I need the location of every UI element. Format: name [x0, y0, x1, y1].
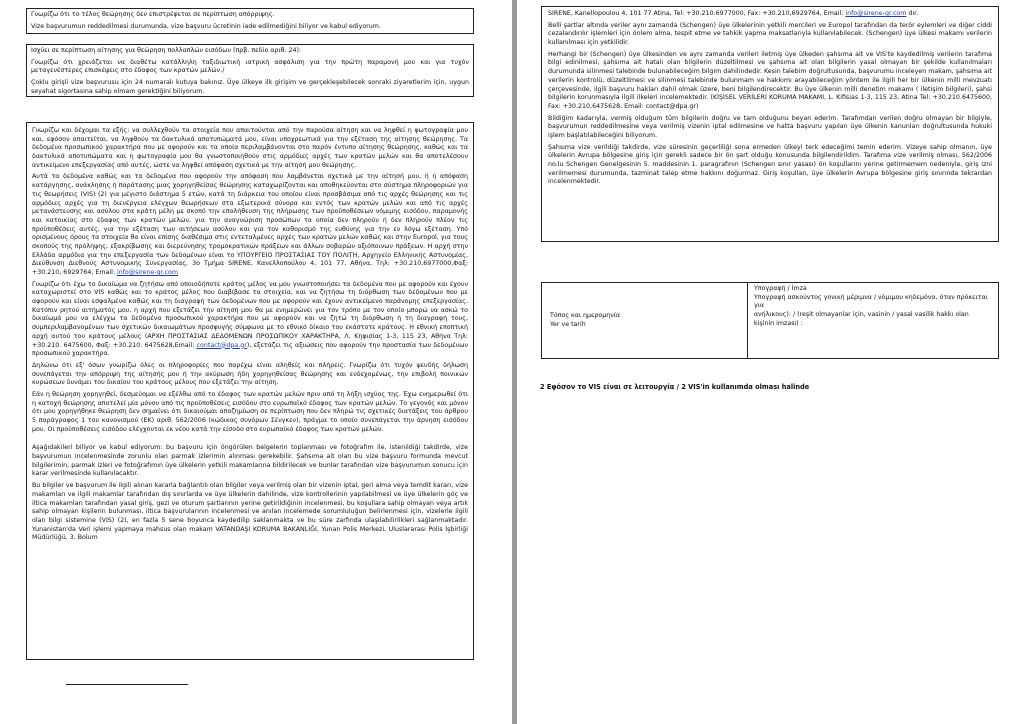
tr-paragraph-exit: Şahsıma vize verildiği takdirde, vize süresinin geçerliliği sona ermeden ülkeyi terk edeceğimi temin ederim. Vizeye sahip olmanın, üye ülkelerin Avrupa bölgesine giriş için gerekli sadece bir ön şart olduğu konusunda bilgilendirildim. Tarafıma vize verilmiş olması, 562/2006 no.lu Schengen Genelgesinin 5. maddesinin 1. paragrafının (Schengen sınır yasası) ön koşullarını yerine getirmemem nedeniyle, giriş izni verilmemesi durumunda, tazminat talep etme hakkını doğurmaz. Giriş koşulları, üye ülkelerin Avrupa bölgesine giriş sınırında tekrardan incelenmektedir. — [548, 143, 992, 186]
visa-fee-notice-greek: Γνωρίζω ότι το τέλος θεώρησης δεν επιστρέφεται σε περίπτωση απόρριψης. — [31, 11, 275, 18]
vis-footnote: 2 Εφόσον το VIS είναι σε λειτουργία / 2 VIS'in kullanımda olması halinde — [540, 383, 810, 391]
tr-paragraph-accuracy: Bildiğim kadarıyla, vermiş olduğum tüm bilgilerin doğru ve tam olduğunu beyan ederim. Tarafımdan verilen doğru olmayan bir bilgiyle, başvurumun reddedilmesine veya verilmiş vizenin iptal edilmesine ve hatta başvuru yapılan üye ülkenin kanunları doğrultusunda hukuki işlem başlatılabileceğini biliyorum. — [548, 114, 992, 139]
declaration-paragraph-1: Γνωρίζω και δέχομαι τα εξής: να συλλεχθούν τα στοιχεία που απαιτούνται από την παρούσα αίτηση και να ληφθεί η φωτογραφία μου και, εφόσον απαιτείται, να ληφθούν τα δακτυλικά αποτυπώματά μου, είναι υποχρεωτικά για την εξέταση της αίτησης θεώρησης. Τα δεδομένα προσωπικού χαρακτήρα που με αφορούν και τα οποία περιλαμβάνονται στο παρόν έντυπο αίτησης θεώρησης, καθώς και τα δακτυλικά αποτυπώματα και η φωτογραφία μου θα γνωστοποιηθούν στις αρμόδιες αρχές των κρατών μελών και θα αποτελέσουν αντικείμενο επεξεργασίας από αυτές, ώστε να ληφθεί απόφαση σχετικά με την αίτησή μου θεώρησης. — [32, 127, 468, 169]
guardian-signature-label-1: Υπογραφή ασκούντος γονική μέριμνα / νόμιμου κηδεμόνα, όταν πρόκειται για — [754, 293, 988, 310]
signature-cell[interactable] — [748, 283, 998, 358]
turkish-declaration-continued-box — [541, 6, 999, 242]
data-protection-declaration-box — [26, 122, 474, 660]
declaration-paragraph-2: Αυτά τα δεδομένα καθώς και τα δεδομένα που αφορούν την απόφαση που λαμβάνεται σχετικά με την αίτησή μου, ή η απόφαση κατάργησης, ανάκλησης ή παράτασης μιας χορηγηθείσας θεώρησης καταχωρίζονται και αποθηκεύονται στο σύστημα πληροφοριών για τις θεωρήσεις (VIS) (2) για μέγιστο διάστημα 5 ετών, κατά τη διάρκεια του οποίου είναι προσβάσιμα από τις αρχές θεώρησης και τις αρμόδιες αρχές για τη διενέργεια ελέγχων θεωρήσεων στα εξωτερικά σύνορα και εντός των κρατών μελών και από τις αρχές μετανάστευσης και ασύλου στα κράτη μέλη με σκοπό την επαλήθευση της πλήρωσης των προϋποθέσεων νόμιμης εισόδου, παραμονής και κατοικίας στο έδαφος των κρατών μελών, για την αναγνώριση προσώπων τα οποία δεν πληρούν ή δεν πληρούν πλέον τις προϋποθέσεις αυτές, για την εξέταση των αιτήσεων ασύλου και για τον καθορισμό της ευθύνης για την εν λόγω εξέταση. Υπό ορισμένους όρους τα στοιχεία θα είναι επίσης διαθέσιμα στις εντεταλμένες αρχές των κρατών μελών καθώς και στην Europol, για τους σκοπούς της πρόληψης, εξακρίβωσης και διερεύνησης τρομοκρατικών πράξεων και άλλων σοβαρών αξιόποινων πράξεων. Η αρχή στην Ελλάδα αρμόδια για την επεξεργασία των δεδομένων είναι το ΥΠΟΥΡΓΕΙΟ ΠΡΟΣΤΑΣΙΑΣ ΤΟΥ ΠΟΛΙΤΗ, Αρχηγείο Ελληνικής Αστυνομίας, Διεύθυνση Διεθνούς Αστυνομικής Συνεργασίας, 3ο Τμήμα SIRENE, Κανελλοπούλου 4, 101 77, Αθήνα, Τηλ: +30.210,6977000,Φαξ: +30.210, 6929764, Email: info@sirene-gr.com — [32, 173, 468, 276]
declaration-paragraph-4: Δηλώνω ότι εξ' όσων γνωρίζω όλες οι πληροφορίες που παρέχω είναι αληθείς και πλήρεις. Γνωρίζω ότι τυχόν ψευδής δήλωση συνεπάγεται την απόρριψη της αίτησής μου ή την ακύρωση ήδη χορηγηθείσας θεώρησης και ενδεχομένως, την επιβολή ποινικών κυρώσεων δυνάμει του δικαίου του κράτους μέλους που εξετάζει την αίτηση. — [32, 361, 468, 387]
declaration-paragraph-6: Aşağıdakileri biliyor ve kabul ediyorum: bu başvuru için öngörülen belgelerin toplanması ve fotoğrafım ile, istenildiği takdirde, vize başvurumun incelenmesinde zorunlu olan parmak izlerimin alınması gerekebilir. Şahsıma ait olan bu vize başvuru formunda mevcut bilgilerimin, parmak izleri ve fotoğrafımın üye ülkelerin yetkili makamlarına bildirilecek ve bunlar tarafından vize başvurumun sonucu için karar verilmesinde kullanılacaktır. — [32, 444, 468, 478]
visa-fee-notice-box — [26, 8, 474, 34]
place-date-label-turkish: Yer ve tarih — [550, 320, 586, 328]
tr-paragraph-europol: Belli şartlar altında veriler aynı zamanda (Schengen) üye ülkelerinin yetkili mercileri ve Europol tarafından da terör eylemleri ve diğer ciddi cezalandırılır işlemleri için önlem alma, tespit etme ve tahkik yapma maksatlarıyla kullanılabilecek. (Schengen) üye ülkesi makamı verilerin kullanılması için yetkilidir. — [548, 21, 992, 47]
guardian-signature-label-2: ανήλικους): / (reşit olmayanlar için, vasinin / yasal vasilik hakkı olan — [754, 311, 969, 319]
guardian-signature-label-3: kişinin imzası) : — [754, 319, 803, 327]
declaration-paragraph-7: Bu bilgiler ve başvurum ile ilgili alınan kararla bağlantılı olan bilgiler veya verilmiş olan bir vizenin iptal, geri alma veya temdit kararı, vize makamları ve ilgili makamlar tarafından dış sınırlarda ve üye ülkelerin dahilinde, vize kontrollerinin yapılabilmesi ve üye ülkelerin göç ve iltica makamları tarafından yasal giriş, gezi ve oturum şartlarının yerine getirildiğinin incelenmesi, bu koşullara sahip olmayan veya artık sahip olmayan kişilerin bulunması, iltica başvurularının incelenmesi ve anılan incelemede sorumluluğun belirlenmesi için, vizelerle ilgili olan bilgi sistemine (VIS) (2), en fazla 5 sene boyunca kaydedilip saklanmakta ve bu süre zarfında ulaşılabilirlikleri sağlanmaktadır. Yunanistan'da Veri işlemi yapmaya mahsus olan makam VATANDAŞI KORUMA BAKANLIĞI, Yunan Polis Merkezi, Uluslararası Polis İşbirliği Müdürlüğü, 3. Bolum — [32, 482, 468, 542]
footnote-separator-line — [66, 684, 188, 685]
sirene-email-link-tr[interactable]: info@sirene-gr.com — [845, 10, 907, 17]
insurance-notice-greek: Γνωρίζω ότι χρειάζεται να διαθέτω κατάλληλη ταξιδιωτική ιατρική ασφάλιση για την πρώτη παραμονή μου και για τυχόν μεταγενέστερες επισκέψεις στο έδαφος των κρατών μελών./ — [31, 58, 469, 75]
place-date-cell[interactable] — [542, 283, 748, 358]
declaration-paragraph-3: Γνωρίζω ότι έχω το δικαίωμα να ζητήσω από οποιοδήποτε κράτος μέλος να μου γνωστοποιήσει τα δεδομένα που με αφορούν και έχουν καταχωριστεί στο VIS καθώς και το κράτος μέλος που διαβίβασε τα στοιχεία, και να ζητήσω τη διόρθωση των δεδομένων που με αφορούν και είναι εσφαλμένα καθώς και τη διαγραφή των δεδομένων που με αφορούν και έχουν αντικείμενο παράνομης επεξεργασίας. Κατόπιν ρητού αιτήματός μου, η αρχή που εξετάζει την αίτησή μου θα με ενημερώνει για τον τρόπο με τον οποίο μπορώ να ασκώ το δικαίωμά μου να ελέγχω τα δεδομένα προσωπικού χαρακτήρα που με αφορούν και να ζητώ τη διόρθωση ή τη διαγραφή τους, συμπεριλαμβανομένων των σχετικών δικαιωμάτων προσφυγής σύμφωνα με το εθνικό δίκαιο του εκάστοτε κράτους. Η εθνική εποπτική αρχή αυτού του κράτους μέλους (ΑΡΧΗ ΠΡΟΣΤΑΣΙΑΣ ΔΕΔΟΜΕΝΩΝ ΠΡΟΣΩΠΙΚΟΥ ΧΑΡΑΚΤΗΡΑ, Λ. Κηφισίας 1-3, 115 23, Αθήνα Τηλ: +30.210. 6475600, Φαξ: +30.210. 6475628,Email: contact@dpa.gr), εξετάζει τις αξιώσεις που αφορούν την προστασία των δεδομένων προσωπικού χαρακτήρα. — [32, 280, 468, 358]
sirene-address-line: SIRENE, Kanellopoulou 4, 101 77 Atina, Tel: +30.210.6977000, Fax: +30.210,6929764, Email: info@sirene-gr.com dır. — [548, 10, 919, 17]
sirene-email-link[interactable]: info@sirene-gr.com — [116, 269, 179, 276]
dpa-email-link[interactable]: contact@dpa.gr — [196, 341, 247, 349]
document-page-right — [517, 0, 1024, 724]
tr-paragraph-rights: Herhangi bir (Schengen) üye ülkesinden ve aynı zamanda verileri iletmiş üye ülkeden şahsıma ait ve VIS'te kaydedilmiş verilerin tarafıma bilgi edinilmesi, şahsıma ait hatalı olan bilgilerin düzeltilmesi ve şahsıma ait olan bilgilerin yasal olmayan bir şekilde kullanılmaları durumunda silinmesi talebinde bulunabileceğim bilgim dahilindedir. Kesin talebim doğrultusunda, başvurumu inceleyen makam, şahsıma ait verilerin kontrolü, düzeltilmesi ve silinmesi talebinde bulunmam ve hakkımı arayabileceğim yöntem ile ilgili her bir ülkenin milli mevzuatı çerçevesinde, ilgili başvuru hakları dahil olmak üzere, beni bilgilendirecektir. Bu üye ülkenin milli denetim makamı ( iletişim bilgileri), şahsi bilgilerin korunmasıyla ilgili ilkeleri incelemektedir. (KİŞİSEL VERİLERİ KORUMA MAKAMI, L. Kifisias 1-3, 115 23, Atina Tel: +30.210.6475600, Fax: +30.210,6475628, Email: contact@dpa.gr) — [548, 50, 992, 110]
multiple-entry-heading: Ισχύει σε περίπτωση αίτησης για θεώρηση πολλαπλών εισόδων (πρβ. πεδίο αριθ. 24): — [31, 47, 302, 54]
multiple-entry-insurance-box — [26, 44, 474, 97]
signature-table — [541, 282, 999, 359]
declaration-paragraph-5: Εάν η θεώρηση χορηγηθεί, δεσμεύομαι να εξέλθω από το έδαφος των κρατών μελών πριν από τη λήξη ισχύος της. Έχω ενημερωθεί ότι η κατοχή θεώρησης αποτελεί μία μόνον από τις προϋποθέσεις εισόδου στο ευρωπαϊκό έδαφος των κρατών μελών. Το γεγονός και μόνον ότι μου χορηγήθηκε θεώρηση δεν σημαίνει ότι δικαιούμαι αποζημίωση σε περίπτωση που δεν πληρώ τις σχετικές διατάξεις του άρθρου 5 παράγραφος 1 του κανονισμού (ΕΚ) αριθ. 562/2006 (κώδικας συνόρων Σένγκεν), πράγμα το οποίο συνεπάγεται την άρνηση εισόδου μου. Οι προϋποθέσεις εισόδου ελέγχονται εκ νέου κατά την είσοδο στο ευρωπαϊκό έδαφος των κρατών μελών. — [32, 390, 468, 433]
visa-fee-notice-turkish: Vize başvurumun reddedilmesi durumunda, vize başvuru ücretinin iade edilmediğini biliyor ve kabul ediyorum. — [31, 22, 381, 30]
insurance-notice-turkish: Çoklu girişli vize başvurusu için 24 numaralı kutuya bakınız. Üye ülkeye ilk girişim ve gerçekleşebilecek sonraki ziyaretlerim için, uygun seyahat sigortasına sahip olmam gerektiğini biliyorum. — [31, 79, 469, 95]
place-date-label-greek: Τόπος και ημερομηνία — [550, 311, 621, 319]
signature-label: Υπογραφή / İmza — [754, 285, 807, 292]
